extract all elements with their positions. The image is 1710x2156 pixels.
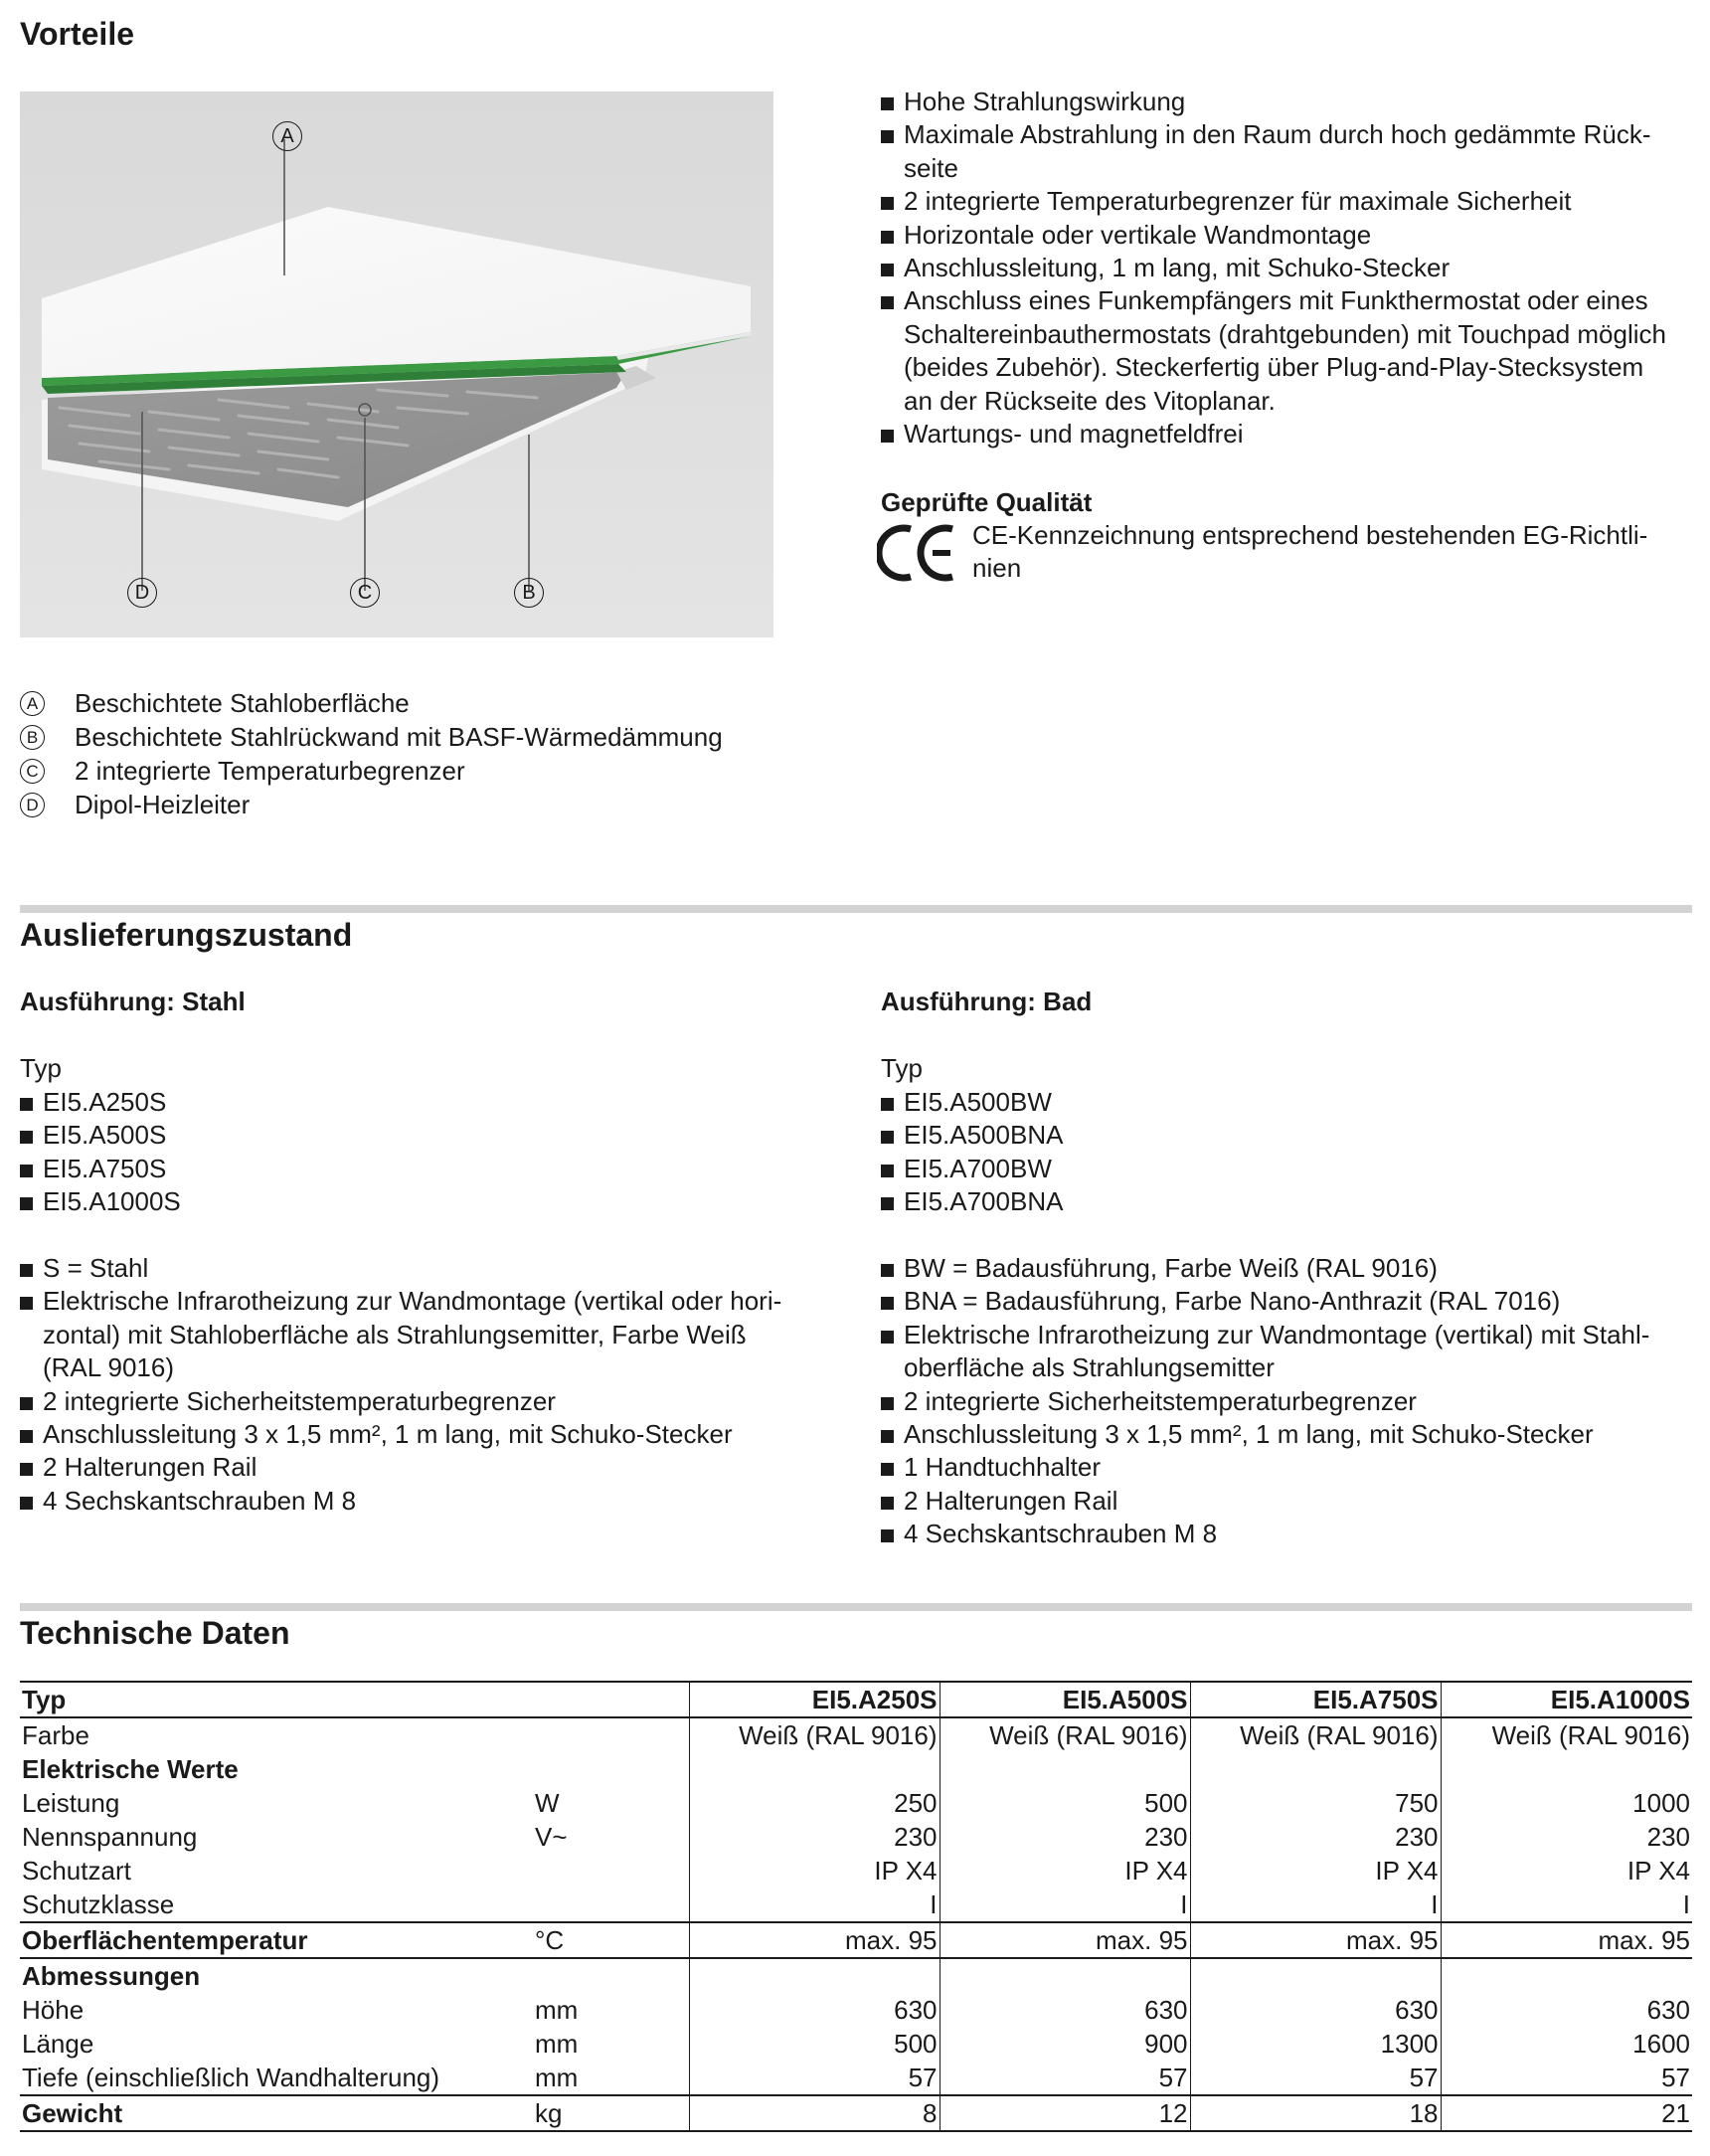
table-row [20,1993,1692,2027]
table-cell: IP X4 [940,1854,1190,1887]
table-cell: EI5.A250S [689,1682,940,1717]
list-item: Elektrische Infrarotheizung zur Wandmontage (vertikal) mit Stahl- oberfläche als Strahlungsemitter [881,1319,1696,1385]
legend-key: B [20,725,45,750]
figure-legend [20,686,723,821]
bad-typ-label: Typ [881,1053,923,1083]
table-row [20,1717,1692,1752]
table-cell: IP X4 [1190,1854,1441,1887]
section-divider [20,1603,1692,1611]
vorteile-heading: Vorteile [20,16,134,52]
list-item: EI5.A250S [20,1086,835,1119]
table-row [20,1752,1692,1786]
list-item: EI5.A750S [20,1153,835,1185]
legend-item-d [20,788,723,821]
list-item: EI5.A500BNA [881,1119,1696,1152]
table-cell [1441,1752,1692,1786]
list-item: BW = Badausführung, Farbe Weiß (RAL 9016) [881,1252,1696,1285]
table-cell: 630 [689,1993,940,2027]
table-cell: 57 [940,2061,1190,2095]
table-cell [1190,1958,1441,1993]
list-item: EI5.A500BW [881,1086,1696,1119]
table-cell: Tiefe (einschließlich Wandhalterung) [22,2063,440,2092]
list-item: EI5.A700BNA [881,1185,1696,1218]
table-row [20,1922,1692,1958]
table-cell: Weiß (RAL 9016) [689,1717,940,1752]
table-cell: Abmessungen [20,1958,533,1993]
bad-title: Ausführung: Bad [881,987,1093,1016]
table-row [20,1958,1692,1993]
ce-mark-icon [877,523,958,583]
list-item: EI5.A1000S [20,1185,835,1218]
table-cell: Typ [20,1682,533,1717]
table-cell: 1600 [1441,2027,1692,2061]
table-cell: 57 [689,2061,940,2095]
table-cell [1441,1958,1692,1993]
table-cell: EI5.A500S [940,1682,1190,1717]
table-cell [1190,1752,1441,1786]
list-item: 2 Halterungen Rail [881,1485,1696,1518]
callout-b: B [514,578,544,608]
table-cell: mm [535,2063,579,2092]
ce-text: CE-Kennzeichnung entsprechend bestehenden EG-Richtli- nien [972,520,1648,584]
technical-data-table [20,1681,1692,2132]
table-cell: Höhe [22,1995,85,2025]
list-item: EI5.A700BW [881,1153,1696,1185]
table-cell: 230 [940,1820,1190,1854]
table-cell: Schutzklasse [22,1889,175,1919]
callout-d: D [127,578,157,608]
legend-text: Beschichtete Stahloberfläche [75,688,410,718]
table-cell [533,1682,689,1717]
list-item: 1 Handtuchhalter [881,1451,1696,1484]
table-cell: 500 [940,1786,1190,1820]
table-cell: 900 [940,2027,1190,2061]
table-cell: 630 [1190,1993,1441,2027]
list-item: 2 integrierte Sicherheitstemperaturbegrenzer [881,1385,1696,1418]
bad-types [881,1086,1696,1219]
table-cell: 1300 [1190,2027,1441,2061]
table-cell: I [940,1887,1190,1922]
table-cell [940,1958,1190,1993]
table-cell: max. 95 [689,1922,940,1958]
table-cell: 230 [1441,1820,1692,1854]
table-cell: IP X4 [689,1854,940,1887]
table-cell: I [1190,1887,1441,1922]
table-cell: EI5.A750S [1190,1682,1441,1717]
table-cell: W [535,1788,560,1818]
table-cell: max. 95 [940,1922,1190,1958]
table-cell: max. 95 [1190,1922,1441,1958]
table-cell: 630 [1441,1993,1692,2027]
table-cell: 250 [689,1786,940,1820]
stahl-typ-label: Typ [20,1053,62,1083]
panel-illustration [20,91,773,637]
callout-a: A [272,121,302,151]
table-cell: 630 [940,1993,1190,2027]
list-item: 4 Sechskantschrauben M 8 [881,1518,1696,1550]
table-cell [533,1717,689,1752]
list-item: 2 integrierte Sicherheitstemperaturbegrenzer [20,1385,835,1418]
table-cell: 750 [1190,1786,1441,1820]
table-cell: 1000 [1441,1786,1692,1820]
table-cell: 12 [940,2095,1190,2131]
table-cell: °C [533,1922,689,1958]
table-cell: kg [533,2095,689,2131]
table-cell: Elektrische Werte [22,1754,239,1784]
table-cell: mm [535,2029,579,2059]
technische-daten-heading: Technische Daten [20,1615,290,1651]
table-cell: EI5.A1000S [1441,1682,1692,1717]
table-header-row [20,1682,1692,1717]
table-cell [533,1958,689,1993]
table-row [20,1887,1692,1922]
table-cell: 500 [689,2027,940,2061]
list-item: S = Stahl [20,1252,835,1285]
table-cell: 57 [1441,2061,1692,2095]
table-cell: 18 [1190,2095,1441,2131]
legend-item-c [20,754,723,788]
list-item: 2 integrierte Temperaturbegrenzer für maximale Sicherheit [881,185,1696,218]
list-item: Maximale Abstrahlung in den Raum durch hoch gedämmte Rück- seite [881,118,1696,185]
list-item: Anschlussleitung, 1 m lang, mit Schuko-Stecker [881,252,1696,284]
table-cell: Leistung [22,1788,120,1818]
list-item: Anschluss eines Funkempfängers mit Funkthermostat oder eines Schaltereinbauthermostats (drahtgebunden) mit Touchpad möglich (beides Zubehör). Steckerfertig über Plug-and-Play-Stecksystem an der Rückseite des Vitoplanar. [881,284,1696,418]
list-item: BNA = Badausführung, Farbe Nano-Anthrazit (RAL 7016) [881,1285,1696,1318]
table-row [20,2095,1692,2131]
quality-title: Geprüfte Qualität [881,487,1093,517]
list-item: Anschlussleitung 3 x 1,5 mm², 1 m lang, mit Schuko-Stecker [881,1418,1696,1451]
table-cell: 230 [689,1820,940,1854]
table-cell [689,1958,940,1993]
table-cell [533,1854,689,1887]
legend-item-a [20,686,723,720]
table-cell: Nennspannung [22,1822,198,1852]
table-cell [940,1752,1190,1786]
legend-key: C [20,759,45,784]
table-cell: I [689,1887,940,1922]
table-row [20,2027,1692,2061]
list-item: Anschlussleitung 3 x 1,5 mm², 1 m lang, mit Schuko-Stecker [20,1418,835,1451]
legend-key: D [20,793,45,817]
table-cell: I [1441,1887,1692,1922]
table-cell: Länge [22,2029,94,2059]
list-item: Hohe Strahlungswirkung [881,86,1696,118]
table-cell: Oberflächentemperatur [20,1922,533,1958]
list-item: Horizontale oder vertikale Wandmontage [881,219,1696,252]
table-cell: mm [535,1995,579,2025]
callout-c: C [350,578,380,608]
table-cell: V~ [535,1822,568,1852]
table-cell [533,1887,689,1922]
legend-text: Beschichtete Stahlrückwand mit BASF-Wärmedämmung [75,722,723,752]
table-cell: 8 [689,2095,940,2131]
list-item: Wartungs- und magnetfeldfrei [881,418,1696,450]
table-cell: Weiß (RAL 9016) [1190,1717,1441,1752]
table-cell [689,1752,940,1786]
table-cell: Schutzart [22,1856,131,1886]
table-row [20,1854,1692,1887]
vorteile-list [881,86,1696,450]
stahl-title: Ausführung: Stahl [20,987,246,1016]
stahl-features [20,1252,835,1518]
table-row [20,1820,1692,1854]
stahl-types [20,1086,835,1219]
legend-text: Dipol-Heizleiter [75,790,251,819]
table-row [20,2061,1692,2095]
list-item: Elektrische Infrarotheizung zur Wandmontage (vertikal oder hori- zontal) mit Stahloberfläche als Strahlungsemitter, Farbe Weiß (RAL 9016) [20,1285,835,1384]
table-cell: 57 [1190,2061,1441,2095]
section-divider [20,905,1692,913]
table-cell: 230 [1190,1820,1441,1854]
auslieferung-heading: Auslieferungszustand [20,917,353,953]
legend-key: A [20,691,45,716]
table-cell: Weiß (RAL 9016) [1441,1717,1692,1752]
table-cell: Weiß (RAL 9016) [940,1717,1190,1752]
list-item: 4 Sechskantschrauben M 8 [20,1485,835,1518]
table-cell: Gewicht [20,2095,533,2131]
table-cell [533,1752,689,1786]
list-item: 2 Halterungen Rail [20,1451,835,1484]
legend-text: 2 integrierte Temperaturbegrenzer [75,756,465,786]
table-cell: IP X4 [1441,1854,1692,1887]
table-row [20,1786,1692,1820]
table-cell: max. 95 [1441,1922,1692,1958]
list-item: EI5.A500S [20,1119,835,1152]
legend-item-b [20,720,723,754]
bad-features [881,1252,1696,1551]
table-cell: Farbe [20,1717,533,1752]
table-cell: 21 [1441,2095,1692,2131]
